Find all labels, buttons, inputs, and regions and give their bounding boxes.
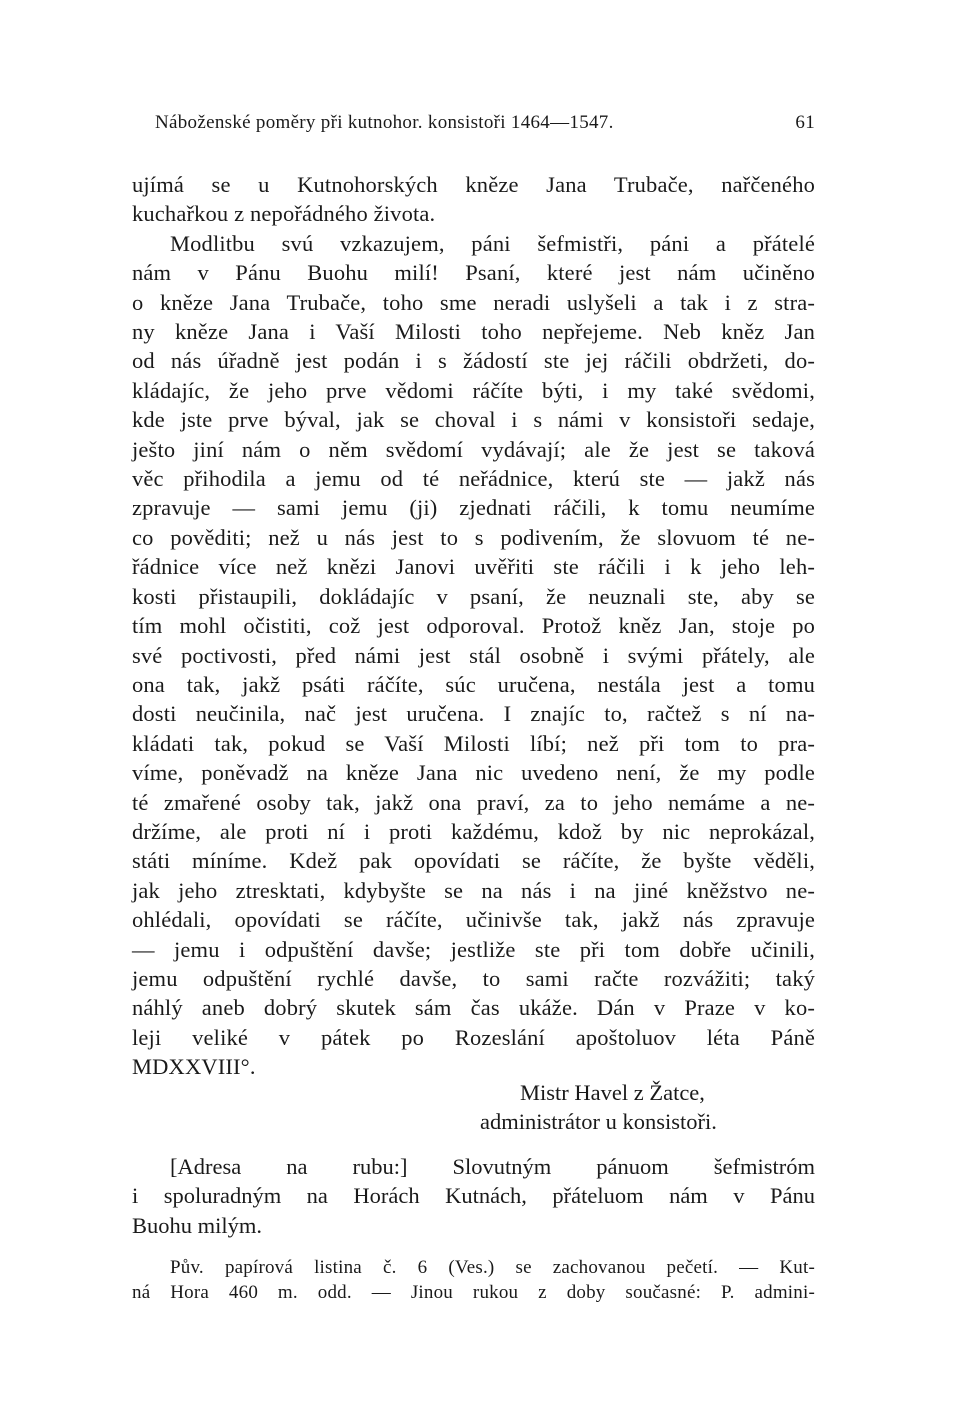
address-line: i spoluradným na Horách Kutnách, přáteluom nám v Pánu — [132, 1183, 815, 1209]
body-line: té zmařené osoby tak, jakž ona praví, za to jeho nemáme a ne- — [132, 789, 815, 815]
body-line: držíme, ale proti ní i proti každému, kdož by nic neprokázal, — [132, 818, 815, 844]
archival-footnote — [132, 1255, 815, 1305]
body-line: zpravuje — sami jemu (ji) zjednati ráčili, k tomu neumíme — [132, 495, 815, 521]
body-line: kládajíc, že jeho prve vědomi ráčíte býti, i my také svědomi, — [132, 377, 815, 403]
body-line: jemu odpuštění rychlé davše, to sami račte rozvážiti; taký — [132, 965, 815, 991]
body-line: své poctivosti, před námi jest stál osobně i svými přátely, ale — [132, 642, 815, 668]
body-line: Modlitbu svú vzkazujem, páni šefmistři, páni a přátelé — [170, 230, 815, 256]
body-line: leji veliké v pátek po Rozeslání apoštoluov léta Páně — [132, 1024, 815, 1050]
page-number: 61 — [795, 112, 815, 133]
footnote-line: Pův. papírová listina č. 6 (Ves.) se zachovanou pečetí. — Kut- — [170, 1257, 815, 1278]
body-line: kosti přistaupili, dokládajíc v psaní, že neuznali ste, aby se — [132, 583, 815, 609]
body-line: ny kněze Jana i Vaší Milosti toho nepřejeme. Neb kněz Jan — [132, 319, 815, 345]
signatory-name: Mistr Havel z Žatce, — [520, 1080, 705, 1105]
body-line: dosti neučinila, nač jest uručena. I znajíc to, račtež s ní na- — [132, 701, 815, 727]
address-line: Buohu milým. — [132, 1212, 263, 1238]
running-header — [155, 112, 815, 134]
address-note — [132, 1152, 815, 1240]
body-line: MDXXVIII°. — [132, 1054, 256, 1080]
body-line: víme, poněvadž na kněze Jana nic uvedeno není, že my podle — [132, 760, 815, 786]
body-line: náhlý aneb dobrý skutek sám čas ukáže. Dán v Praze v ko- — [132, 995, 815, 1021]
body-line: řádnice více než knězi Janovi uvěřiti ste ráčili i k jeho leh- — [132, 554, 815, 580]
signature-block — [480, 1078, 810, 1137]
body-line: ujímá se u Kutnohorských kněze Jana Trubače, nařčeného — [132, 172, 815, 197]
body-line: co pověditi; než u nás jest to s podivením, že slovuom té ne- — [132, 524, 815, 550]
body-line: tím mohl očistiti, což jest odporoval. Protož kněz Jan, stoje po — [132, 613, 815, 639]
body-line: — jemu i odpuštění davše; jestliže ste při tom dobře učinili, — [132, 936, 815, 962]
body-line: ohlédali, opovídati se ráčíte, učinivše tak, jakž nás zpravuje — [132, 907, 815, 933]
footnote-line: ná Hora 460 m. odd. — Jinou rukou z doby současné: P. admini- — [132, 1282, 815, 1303]
body-line: kde jste prve býval, jak se choval i s námi v konsistoři sedaje, — [132, 407, 815, 433]
letter-body — [132, 170, 815, 1082]
body-line: státi míníme. Kdež pak opovídati se ráčíte, že byšte věděli, — [132, 848, 815, 874]
address-line: [Adresa na rubu:] Slovutným pánuom šefmistróm — [170, 1154, 815, 1179]
body-line: kuchařkou z nepořádného života. — [132, 201, 436, 227]
running-header-title: Náboženské poměry při kutnohor. konsistoři 1464—1547. — [155, 112, 614, 133]
body-line: věc přihodila a jemu od té neřádnice, kterú ste — jakž nás — [132, 466, 815, 492]
signatory-title: administrátor u konsistoři. — [480, 1109, 717, 1135]
body-line: ješto jiní nám o něm svědomí vydávají; ale že jest se taková — [132, 436, 815, 462]
body-line: kládati tak, pokud se Vaší Milosti líbí; než při tom to pra- — [132, 730, 815, 756]
body-line: jak jeho ztresktati, kdybyšte se na nás i na jiné kněžstvo ne- — [132, 877, 815, 903]
body-line: o kněze Jana Trubače, toho sme neradi uslyšeli a tak i z stra- — [132, 289, 815, 315]
body-line: ona tak, jakž psáti ráčíte, súc uručena, nestála jest a tomu — [132, 671, 815, 697]
body-line: nám v Pánu Buohu milí! Psaní, které jest nám učiněno — [132, 260, 815, 286]
body-line: od nás úřadně jest podán i s žádostí ste jej ráčili obdržeti, do- — [132, 348, 815, 374]
